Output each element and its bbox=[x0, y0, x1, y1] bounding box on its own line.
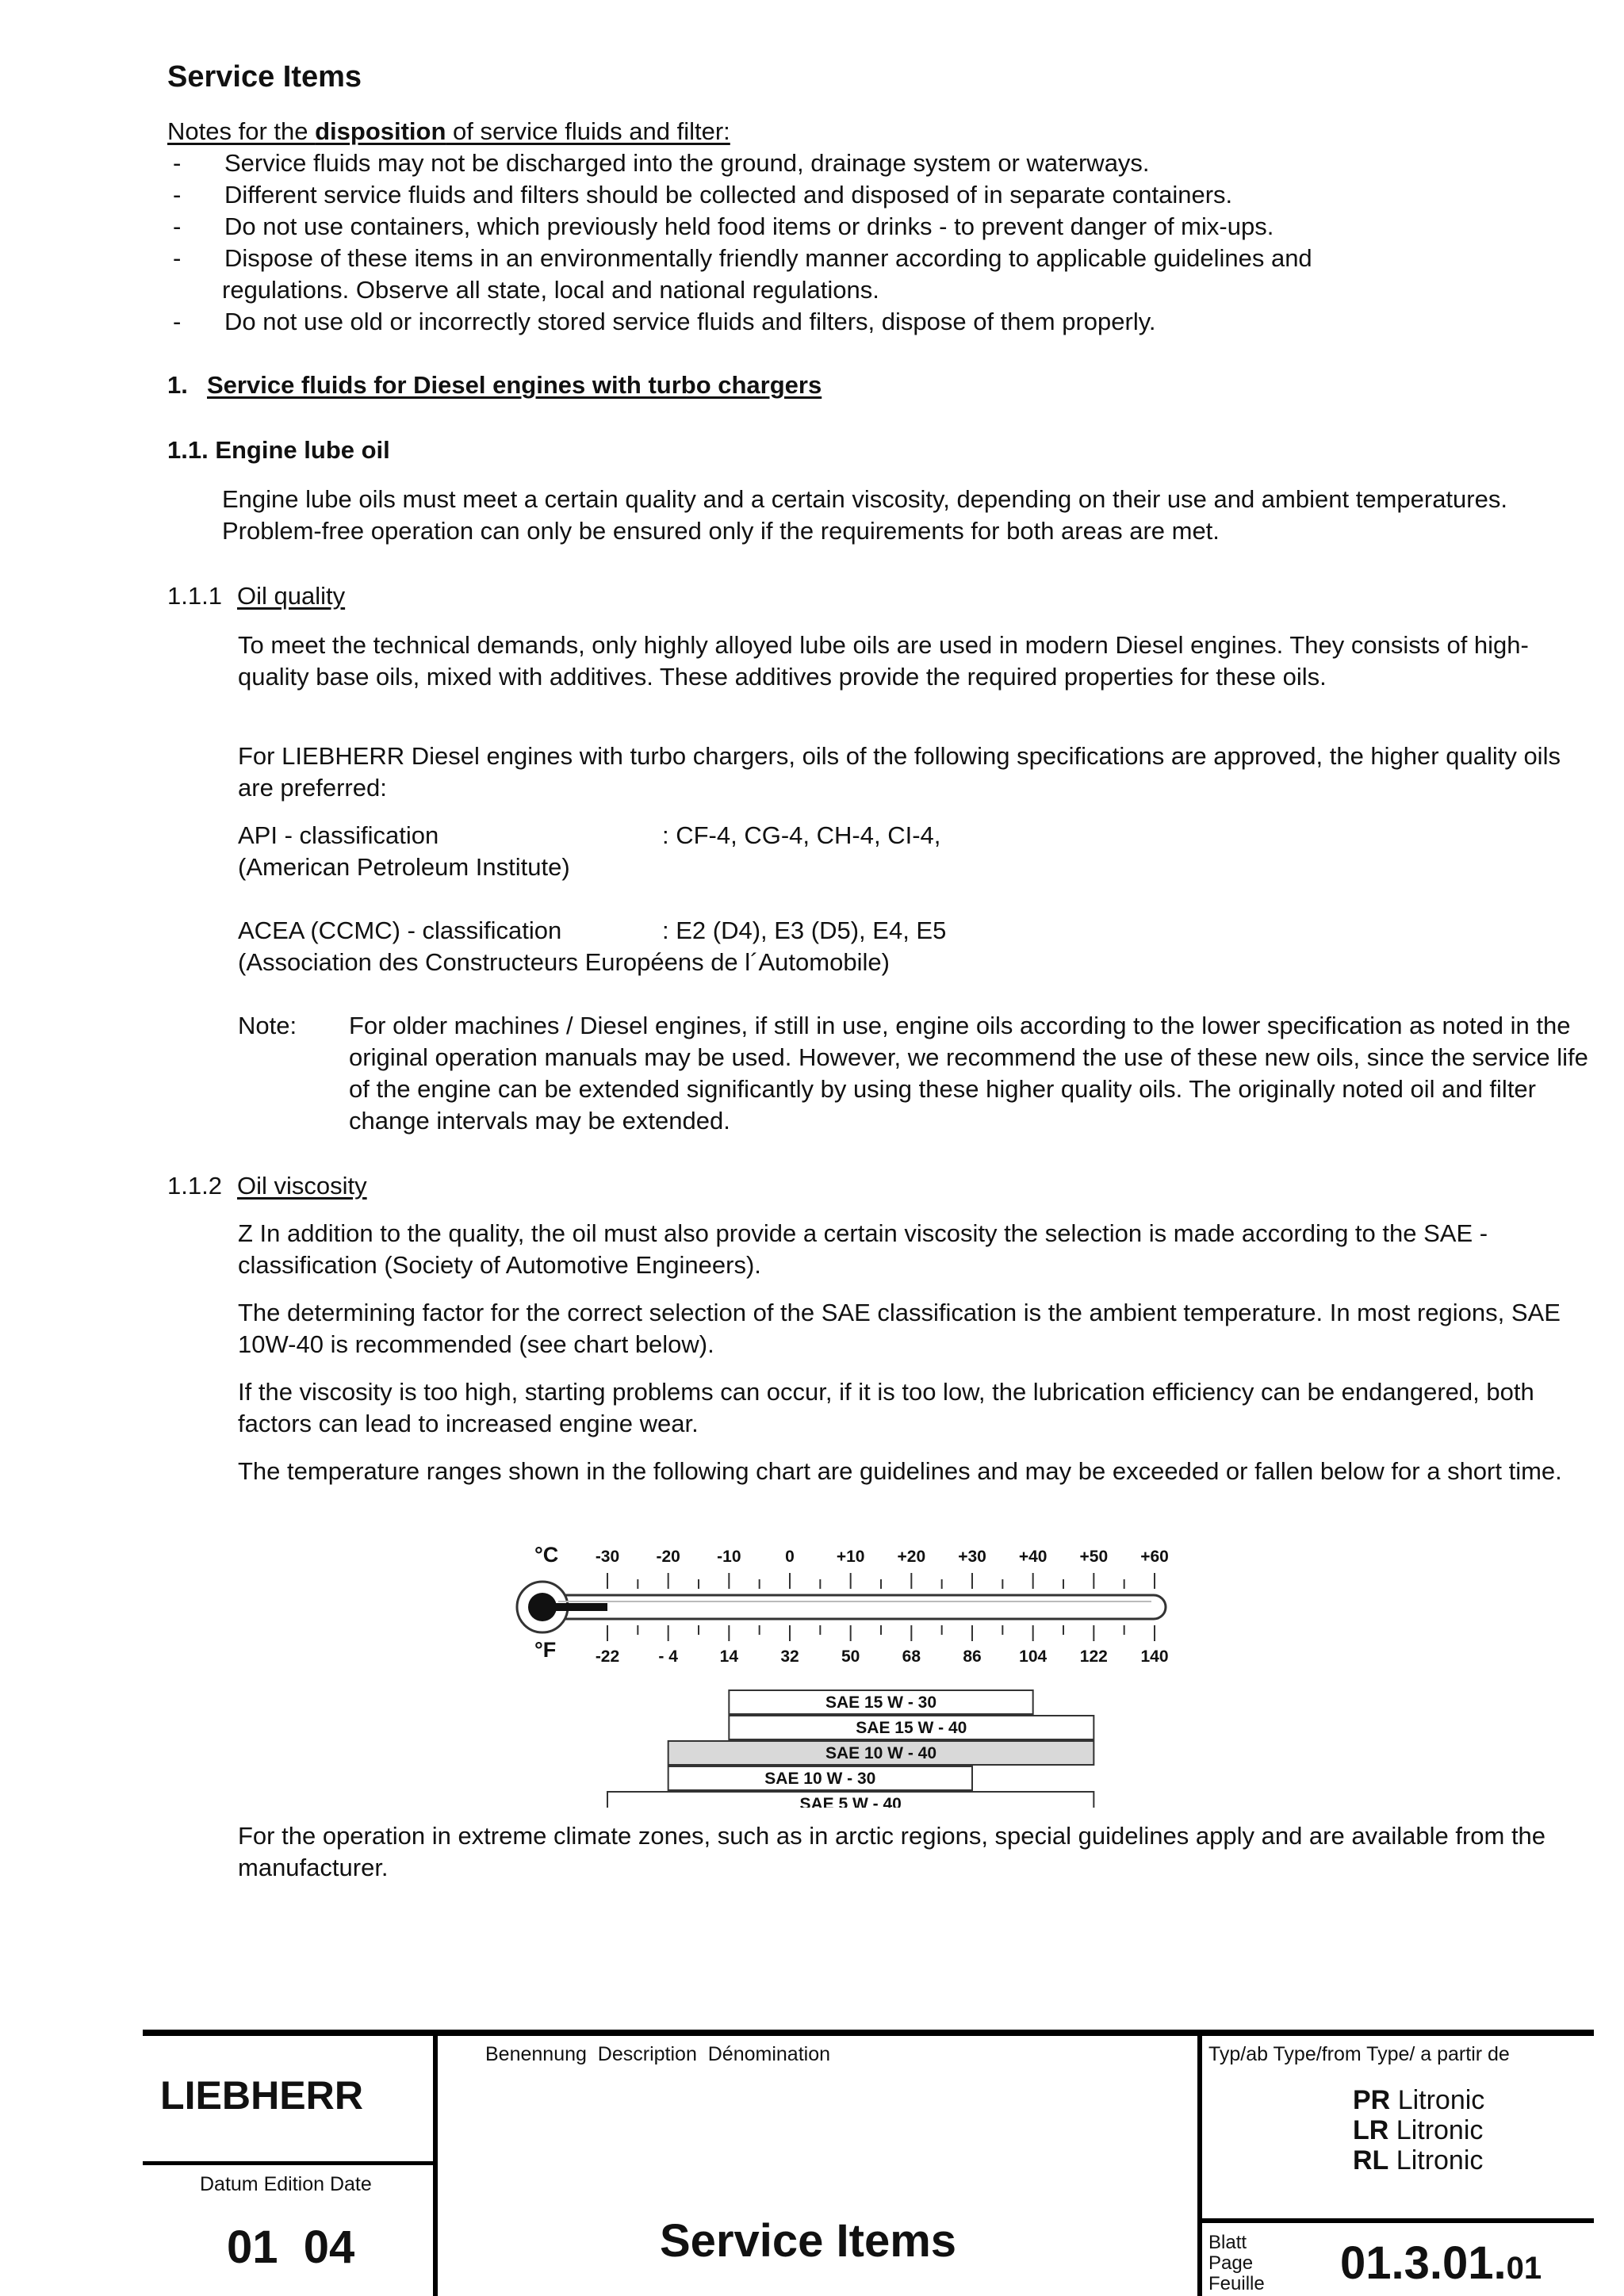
footer-page-rule bbox=[1202, 2218, 1594, 2223]
notes-lead-bold: disposition bbox=[315, 117, 446, 145]
description-label: Benennung Description Dénomination bbox=[485, 2043, 830, 2065]
acea-key: ACEA (CCMC) - classification bbox=[238, 916, 562, 944]
notes-lead bbox=[167, 116, 730, 147]
page-number-sub: 01 bbox=[1506, 2251, 1542, 2286]
footer-block bbox=[143, 2030, 1594, 2296]
fahrenheit-tick-label: 50 bbox=[841, 1647, 860, 1666]
oil-quality-paragraph-1: To meet the technical demands, only highly alloyed lube oils are used in modern Diesel engines. They consists of high-quality base oils, mixed with additives. These additives provide the required properties for these oils. bbox=[238, 631, 1529, 691]
page-label-feuille: Feuille bbox=[1208, 2273, 1265, 2294]
celsius-unit-label: °C bbox=[534, 1543, 559, 1567]
type-label: Typ/ab Type/from Type/ a partir de bbox=[1208, 2043, 1510, 2065]
document-title: Service Items bbox=[660, 2215, 957, 2267]
api-classification-row bbox=[238, 820, 1427, 851]
page-number bbox=[1340, 2237, 1542, 2294]
list-dash: - bbox=[173, 308, 182, 335]
list-dash: - bbox=[173, 212, 182, 240]
celsius-tick-label: +10 bbox=[836, 1548, 865, 1566]
footer-divider-left bbox=[433, 2030, 438, 2296]
section-1-1-2-heading: Oil viscosity bbox=[237, 1172, 367, 1200]
celsius-tick-label: -20 bbox=[656, 1548, 680, 1566]
sae-range-label: SAE 15 W - 30 bbox=[825, 1693, 937, 1712]
fahrenheit-tick-label: 14 bbox=[719, 1647, 739, 1666]
celsius-tick-label: +50 bbox=[1079, 1548, 1109, 1566]
list-dash: - bbox=[173, 181, 182, 209]
notes-lead-suffix: of service fluids and filter: bbox=[446, 117, 730, 145]
model-rl bbox=[1353, 2145, 1483, 2175]
fahrenheit-tick-label: 86 bbox=[963, 1647, 982, 1666]
celsius-tick-label: +40 bbox=[1018, 1548, 1048, 1566]
footer-top-rule bbox=[143, 2030, 1594, 2036]
api-subtitle: (American Petroleum Institute) bbox=[238, 853, 570, 881]
celsius-tick-label: -30 bbox=[595, 1548, 620, 1566]
oil-quality-paragraph-2: For LIEBHERR Diesel engines with turbo chargers, oils of the following specifications are approved, the higher quality oils are preferred: bbox=[238, 742, 1561, 802]
liebherr-logo bbox=[160, 2074, 363, 2115]
note-label: Note: bbox=[238, 1012, 297, 1039]
model-code: RL bbox=[1353, 2145, 1389, 2175]
section-1-1-1-heading: Oil quality bbox=[237, 582, 346, 610]
celsius-tick-label: 0 bbox=[785, 1548, 795, 1566]
list-dash: - bbox=[173, 149, 182, 177]
section-1-1-2-number: 1.1.2 bbox=[167, 1172, 222, 1200]
list-item: Service fluids may not be discharged into the ground, drainage system or waterways. bbox=[224, 149, 1150, 177]
footer-logo-rule bbox=[143, 2161, 433, 2165]
model-name: Litronic bbox=[1397, 2085, 1485, 2115]
fahrenheit-tick-label: 122 bbox=[1079, 1647, 1108, 1666]
viscosity-paragraph-2: The determining factor for the correct selection of the SAE classification is the ambient temperature. In most regions, SAE 10W-40 is recommended (see chart below). bbox=[238, 1299, 1561, 1358]
page-number-main: 01.3.01. bbox=[1340, 2237, 1507, 2289]
api-key: API - classification bbox=[238, 821, 439, 849]
fahrenheit-tick-label: 68 bbox=[902, 1647, 921, 1666]
model-lr bbox=[1353, 2115, 1483, 2145]
list-item: Dispose of these items in an environmentally friendly manner according to applicable guidelines and bbox=[224, 244, 1312, 272]
celsius-tick-label: +30 bbox=[958, 1548, 986, 1566]
date-label: Datum Edition Date bbox=[200, 2173, 372, 2195]
sae-range-label: SAE 10 W - 30 bbox=[764, 1770, 876, 1788]
list-item: Different service fluids and filters should be collected and disposed of in separate containers. bbox=[224, 181, 1233, 209]
acea-classification-row bbox=[238, 915, 1427, 947]
list-item-continued: regulations. Observe all state, local and national regulations. bbox=[222, 276, 879, 304]
chart-svg bbox=[508, 1538, 1174, 1808]
celsius-tick-label: +60 bbox=[1140, 1548, 1169, 1566]
section-1-number: 1. bbox=[167, 371, 188, 399]
section-1-heading: Service fluids for Diesel engines with turbo chargers bbox=[207, 371, 822, 399]
viscosity-paragraph-1: Z In addition to the quality, the oil must also provide a certain viscosity the selection is made according to the SAE - classification (Society of Automotive Engineers). bbox=[238, 1219, 1488, 1279]
section-1-1-paragraph: Engine lube oils must meet a certain quality and a certain viscosity, depending on their use and ambient temperatures. Problem-free operation can only be ensured only if the requirements for both areas are met. bbox=[222, 485, 1507, 545]
fahrenheit-tick-label: - 4 bbox=[658, 1647, 678, 1666]
page-label-page: Page bbox=[1208, 2252, 1254, 2274]
sae-range-label: SAE 5 W - 40 bbox=[799, 1795, 902, 1808]
page-label-blatt: Blatt bbox=[1208, 2232, 1247, 2253]
date-value: 01 04 bbox=[227, 2221, 355, 2273]
fahrenheit-tick-label: 140 bbox=[1140, 1647, 1169, 1666]
list-item: Do not use containers, which previously held food items or drinks - to prevent danger of mix-ups. bbox=[224, 212, 1274, 240]
logo-text: LIEBHERR bbox=[160, 2074, 363, 2115]
model-code: LR bbox=[1353, 2115, 1389, 2145]
viscosity-paragraph-4: The temperature ranges shown in the following chart are guidelines and may be exceeded or fallen below for a short time. bbox=[238, 1457, 1562, 1485]
fahrenheit-tick-label: -22 bbox=[595, 1647, 620, 1666]
fahrenheit-tick-label: 104 bbox=[1019, 1647, 1048, 1666]
fahrenheit-tick-label: 32 bbox=[780, 1647, 799, 1666]
acea-subtitle: (Association des Constructeurs Européens de l´Automobile) bbox=[238, 948, 890, 976]
fahrenheit-unit-label: °F bbox=[534, 1638, 557, 1662]
celsius-tick-label: -10 bbox=[717, 1548, 741, 1566]
list-item: Do not use old or incorrectly stored service fluids and filters, dispose of them properly. bbox=[224, 308, 1156, 335]
api-value: : CF-4, CG-4, CH-4, CI-4, bbox=[662, 821, 941, 849]
footer-divider-right bbox=[1197, 2030, 1202, 2296]
model-name: Litronic bbox=[1396, 2145, 1484, 2175]
thermometer-tube bbox=[539, 1595, 1166, 1619]
list-dash: - bbox=[173, 244, 182, 272]
model-code: PR bbox=[1353, 2085, 1391, 2115]
viscosity-temperature-chart bbox=[508, 1538, 1174, 1808]
viscosity-paragraph-3: If the viscosity is too high, starting problems can occur, if it is too low, the lubrication efficiency can be endangered, both factors can lead to increased engine wear. bbox=[238, 1378, 1534, 1437]
section-1-1-1-number: 1.1.1 bbox=[167, 582, 222, 610]
page-title: Service Items bbox=[167, 60, 362, 94]
acea-value: : E2 (D4), E3 (D5), E4, E5 bbox=[662, 916, 947, 944]
section-1-1-heading: 1.1. Engine lube oil bbox=[167, 436, 390, 464]
note-text: For older machines / Diesel engines, if still in use, engine oils according to the lower specification as noted in the original operation manuals may be used. However, we recommend the use of these new oils, since the service life of the engine can be extended significantly by using these higher quality oils. The originally noted oil and filter change intervals may be extended. bbox=[349, 1012, 1588, 1135]
model-pr bbox=[1353, 2085, 1484, 2115]
sae-range-label: SAE 10 W - 40 bbox=[825, 1744, 937, 1762]
model-name: Litronic bbox=[1396, 2115, 1484, 2145]
sae-range-label: SAE 15 W - 40 bbox=[856, 1719, 967, 1737]
celsius-tick-label: +20 bbox=[897, 1548, 926, 1566]
viscosity-paragraph-5: For the operation in extreme climate zones, such as in arctic regions, special guidelines apply and are available from the manufacturer. bbox=[238, 1822, 1546, 1881]
notes-lead-prefix: Notes for the bbox=[167, 117, 316, 145]
thermometer-mercury bbox=[542, 1603, 607, 1611]
